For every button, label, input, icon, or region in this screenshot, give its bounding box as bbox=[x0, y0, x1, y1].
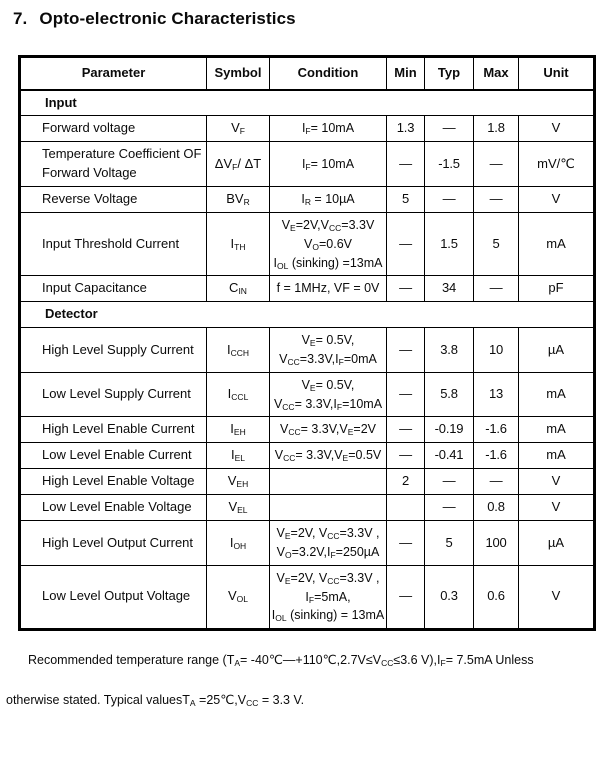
cell-max: 0.8 bbox=[474, 495, 519, 521]
section-number: 7. bbox=[13, 9, 28, 28]
cell-min: — bbox=[387, 443, 425, 469]
cell-unit: mA bbox=[519, 417, 595, 443]
cell-condition: $V_{CC}= 3.3V,V_E=2V$ bbox=[270, 417, 387, 443]
cell-min: — bbox=[387, 417, 425, 443]
cell-unit: V bbox=[519, 469, 595, 495]
cell-unit: mA bbox=[519, 443, 595, 469]
cell-condition: $V_E= 0.5V$, $V_{CC}= 3.3V,I_F=10mA$ bbox=[270, 372, 387, 417]
cell-typ: 5.8 bbox=[425, 372, 474, 417]
cell-max: -1.6 bbox=[474, 443, 519, 469]
table-row bbox=[20, 276, 595, 302]
cell-condition: $I_R = 10\mu A$ bbox=[270, 187, 387, 213]
cell-typ: — bbox=[425, 495, 474, 521]
cell-symbol: $C_{IN}$ bbox=[207, 276, 270, 302]
cell-max: -1.6 bbox=[474, 417, 519, 443]
cell-symbol: $I_{CCH}$ bbox=[207, 328, 270, 373]
cell-parameter: Low Level Enable Current bbox=[20, 443, 207, 469]
column-header-unit: Unit bbox=[519, 57, 595, 90]
cell-symbol: $I_{OH}$ bbox=[207, 521, 270, 566]
cell-parameter: Input Threshold Current bbox=[20, 213, 207, 276]
table-row bbox=[20, 328, 595, 373]
column-header-min: Min bbox=[387, 57, 425, 90]
table-row bbox=[20, 565, 595, 629]
table-row bbox=[20, 116, 595, 142]
cell-max: 100 bbox=[474, 521, 519, 566]
cell-min: 2 bbox=[387, 469, 425, 495]
section-title-text: Opto-electronic Characteristics bbox=[39, 9, 296, 28]
cell-typ: 5 bbox=[425, 521, 474, 566]
table-row bbox=[20, 372, 595, 417]
cell-unit: mA bbox=[519, 372, 595, 417]
column-header-max: Max bbox=[474, 57, 519, 90]
cell-symbol: $V_{OL}$ bbox=[207, 565, 270, 629]
cell-unit: mA bbox=[519, 213, 595, 276]
column-header-condition: Condition bbox=[270, 57, 387, 90]
page-title bbox=[13, 9, 614, 29]
cell-typ: 0.3 bbox=[425, 565, 474, 629]
cell-max: 10 bbox=[474, 328, 519, 373]
cell-typ: 34 bbox=[425, 276, 474, 302]
column-header-parameter: Parameter bbox=[20, 57, 207, 90]
table-row bbox=[20, 495, 595, 521]
cell-condition: $V_E= 0.5V$, $V_{CC}=3.3V,I_F=0mA$ bbox=[270, 328, 387, 373]
cell-min: — bbox=[387, 213, 425, 276]
table-row bbox=[20, 142, 595, 187]
cell-condition: $V_E=2V$, $V_{CC}=3.3V$ , $V_O=3.2V,I_F=250\mu A$ bbox=[270, 521, 387, 566]
cell-parameter: Input Capacitance bbox=[20, 276, 207, 302]
cell-max: — bbox=[474, 142, 519, 187]
cell-condition bbox=[270, 495, 387, 521]
cell-unit: µA bbox=[519, 521, 595, 566]
cell-parameter: High Level Supply Current bbox=[20, 328, 207, 373]
cell-condition: $V_E=2V$, $V_{CC}=3.3V$ , $I_F=5mA$, $I_{OL}$ (sinking) = 13mA bbox=[270, 565, 387, 629]
cell-max: — bbox=[474, 469, 519, 495]
cell-parameter: Low Level Output Voltage bbox=[20, 565, 207, 629]
cell-parameter: Low Level Supply Current bbox=[20, 372, 207, 417]
cell-symbol: $I_{TH}$ bbox=[207, 213, 270, 276]
cell-symbol: $V_{EL}$ bbox=[207, 495, 270, 521]
cell-parameter: High Level Enable Current bbox=[20, 417, 207, 443]
cell-max: 1.8 bbox=[474, 116, 519, 142]
footnote-line-2: otherwise stated. Typical valuesT$_A$ $=25℃,V_{CC} = 3.3$ V. bbox=[6, 693, 305, 709]
column-header-typ: Typ bbox=[425, 57, 474, 90]
cell-typ: -1.5 bbox=[425, 142, 474, 187]
cell-typ: 1.5 bbox=[425, 213, 474, 276]
section-row bbox=[20, 302, 595, 328]
cell-min: — bbox=[387, 328, 425, 373]
cell-condition: $I_F= 10mA$ bbox=[270, 116, 387, 142]
section-row bbox=[20, 90, 595, 116]
table-row bbox=[20, 187, 595, 213]
table-row bbox=[20, 469, 595, 495]
cell-unit: V bbox=[519, 187, 595, 213]
cell-min: 1.3 bbox=[387, 116, 425, 142]
footnote-line-1: Recommended temperature range ($T_A=$ $-40℃—+110℃,2.7V\le V_{CC}\le 3.6$ $V),I_F= 7.5mA$ Unless bbox=[28, 653, 534, 669]
cell-condition: $V_E=2V,V_{CC}=3.3V$ $V_O=0.6V$ $I_{OL}$ (sinking) =13mA bbox=[270, 213, 387, 276]
cell-typ: 3.8 bbox=[425, 328, 474, 373]
cell-condition: $I_F= 10mA$ bbox=[270, 142, 387, 187]
cell-symbol: $I_{EH}$ bbox=[207, 417, 270, 443]
cell-typ: -0.19 bbox=[425, 417, 474, 443]
cell-parameter: High Level Enable Voltage bbox=[20, 469, 207, 495]
table-row bbox=[20, 417, 595, 443]
cell-min bbox=[387, 495, 425, 521]
cell-symbol: $\Delta V_F/$ ΔT bbox=[207, 142, 270, 187]
cell-max: — bbox=[474, 187, 519, 213]
table-row bbox=[20, 443, 595, 469]
cell-condition bbox=[270, 469, 387, 495]
cell-unit: µA bbox=[519, 328, 595, 373]
cell-condition: f = 1MHz, VF = 0V bbox=[270, 276, 387, 302]
cell-max: 13 bbox=[474, 372, 519, 417]
cell-min: — bbox=[387, 276, 425, 302]
header-row bbox=[20, 57, 595, 90]
table-body bbox=[20, 90, 595, 630]
characteristics-table bbox=[18, 55, 596, 631]
cell-typ: -0.41 bbox=[425, 443, 474, 469]
cell-unit: V bbox=[519, 495, 595, 521]
cell-parameter: High Level Output Current bbox=[20, 521, 207, 566]
cell-symbol: $I_{CCL}$ bbox=[207, 372, 270, 417]
cell-max: — bbox=[474, 276, 519, 302]
cell-parameter: Forward voltage bbox=[20, 116, 207, 142]
cell-unit: V bbox=[519, 565, 595, 629]
cell-symbol: $BV_R$ bbox=[207, 187, 270, 213]
cell-typ: — bbox=[425, 469, 474, 495]
cell-symbol: $V_{EH}$ bbox=[207, 469, 270, 495]
cell-min: — bbox=[387, 521, 425, 566]
cell-typ: — bbox=[425, 187, 474, 213]
cell-min: — bbox=[387, 372, 425, 417]
table-row bbox=[20, 213, 595, 276]
cell-unit: pF bbox=[519, 276, 595, 302]
cell-parameter: Low Level Enable Voltage bbox=[20, 495, 207, 521]
cell-min: — bbox=[387, 142, 425, 187]
cell-symbol: $V_F$ bbox=[207, 116, 270, 142]
table-header bbox=[20, 57, 595, 90]
cell-min: 5 bbox=[387, 187, 425, 213]
cell-unit: mV/℃ bbox=[519, 142, 595, 187]
table-row bbox=[20, 521, 595, 566]
cell-max: 0.6 bbox=[474, 565, 519, 629]
cell-min: — bbox=[387, 565, 425, 629]
cell-condition: $V_{CC}= 3.3V,V_E=0.5V$ bbox=[270, 443, 387, 469]
cell-parameter: Temperature Coefficient OF Forward Voltage bbox=[20, 142, 207, 187]
cell-parameter: Reverse Voltage bbox=[20, 187, 207, 213]
cell-symbol: $I_{EL}$ bbox=[207, 443, 270, 469]
cell-unit: V bbox=[519, 116, 595, 142]
column-header-symbol: Symbol bbox=[207, 57, 270, 90]
section-label: Input bbox=[20, 90, 595, 116]
section-label: Detector bbox=[20, 302, 595, 328]
cell-max: 5 bbox=[474, 213, 519, 276]
cell-typ: — bbox=[425, 116, 474, 142]
